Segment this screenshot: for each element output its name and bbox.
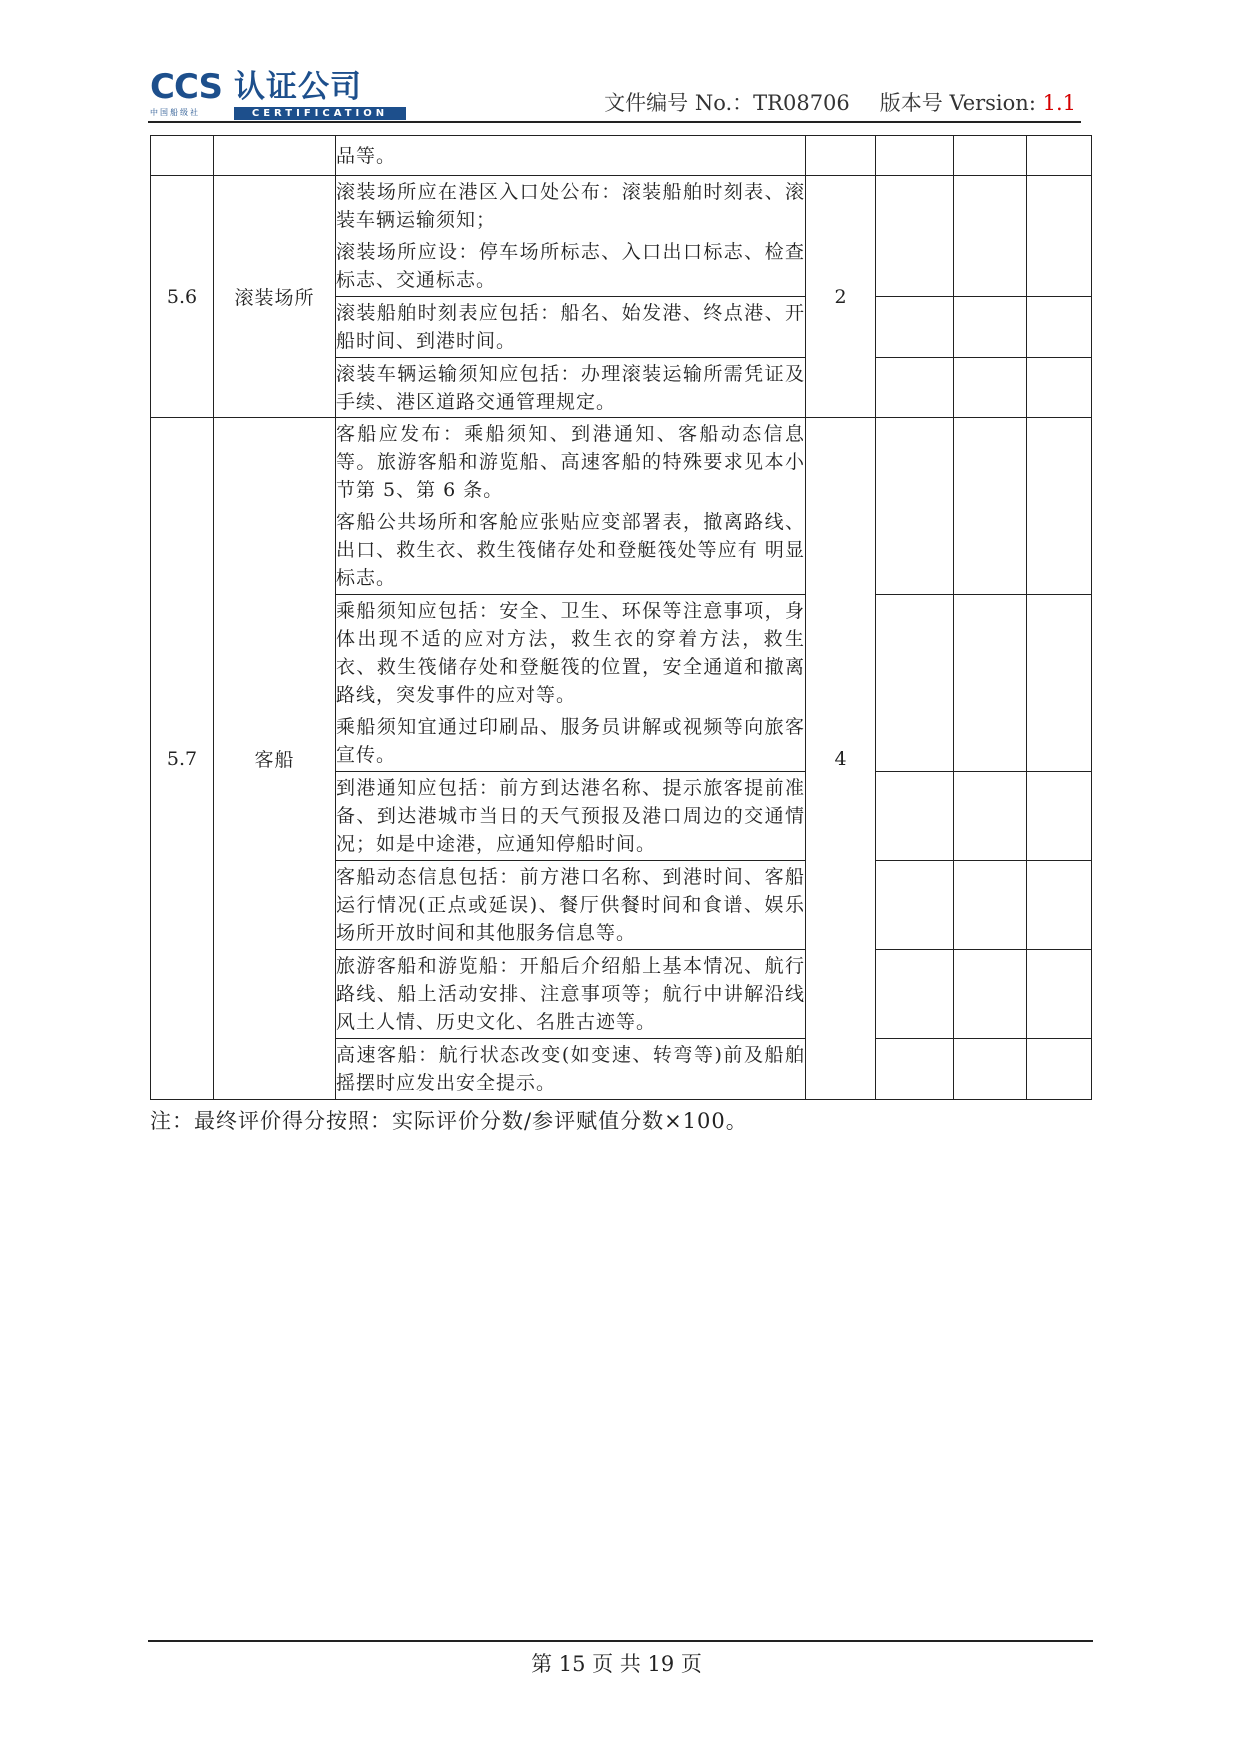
requirement-cell: 滚装船舶时刻表应包括：船名、始发港、终点港、开船时间、到港时间。 [336, 297, 806, 358]
weight-score: 4 [806, 418, 876, 1100]
requirement-cell: 乘船须知应包括：安全、卫生、环保等注意事项，身体出现不适的应对方法，救生衣的穿着方法，救生衣、救生筏储存处和登艇筏的位置，安全通道和撤离路线，突发事件的应对等。 乘船须知宜通过印刷品、服务员讲解或视频等向旅客宣传。 [336, 595, 806, 772]
score-cell [1027, 861, 1092, 950]
doc-number: TR08706 [753, 91, 850, 115]
score-cell [1027, 772, 1092, 861]
score-cell [876, 358, 954, 418]
score-cell [1027, 358, 1092, 418]
score-cell [876, 297, 954, 358]
score-cell [954, 297, 1027, 358]
requirement-cell: 高速客船：航行状态改变(如变速、转弯等)前及船舶摇摆时应发出安全提示。 [336, 1039, 806, 1100]
table-row [151, 418, 1092, 595]
score-cell [876, 950, 954, 1039]
footer-divider [148, 1640, 1093, 1642]
score-cell [876, 772, 954, 861]
requirement-cell: 到港通知应包括：前方到达港名称、提示旅客提前准备、到达港城市当日的天气预报及港口周边的交通情况；如是中途港，应通知停船时间。 [336, 772, 806, 861]
score-cell [1027, 595, 1092, 772]
score-cell [954, 176, 1027, 297]
header-divider [148, 121, 1081, 123]
score-cell [876, 1039, 954, 1100]
requirement-cell: 滚装车辆运输须知应包括：办理滚装运输所需凭证及手续、港区道路交通管理规定。 [336, 358, 806, 418]
score-cell [954, 950, 1027, 1039]
score-cell [876, 176, 954, 297]
clause-number: 5.7 [151, 418, 214, 1100]
score-cell [954, 772, 1027, 861]
table-row [151, 136, 1092, 176]
ccs-certification-logo [150, 68, 406, 120]
document-meta [604, 90, 1076, 116]
score-cell [876, 861, 954, 950]
requirement-cell: 滚装场所应在港区入口处公布：滚装船舶时刻表、滚装车辆运输须知； 滚装场所应设：停车场所标志、入口出口标志、检查标志、交通标志。 [336, 176, 806, 297]
score-cell [954, 1039, 1027, 1100]
clause-name: 滚装场所 [214, 176, 336, 418]
requirement-cell: 客船动态信息包括：前方港口名称、到港时间、客船运行情况(正点或延误)、餐厅供餐时间和食谱、娱乐场所开放时间和其他服务信息等。 [336, 861, 806, 950]
score-cell [1027, 297, 1092, 358]
score-cell [954, 861, 1027, 950]
logo-ccs-text: CCS [150, 67, 223, 107]
score-cell [1027, 418, 1092, 595]
logo-company-text: 认证公司 [234, 69, 362, 105]
score-cell [1027, 1039, 1092, 1100]
version-number: 1.1 [1042, 91, 1076, 115]
logo-certification-bar: CERTIFICATION [234, 107, 406, 120]
score-cell [876, 595, 954, 772]
score-cell [1027, 950, 1092, 1039]
score-cell [954, 358, 1027, 418]
page-number: 第 15 页 共 19 页 [531, 1652, 702, 1676]
score-cell [954, 418, 1027, 595]
score-cell [954, 595, 1027, 772]
scoring-note: 注：最终评价得分按照：实际评价分数/参评赋值分数×100。 [150, 1109, 748, 1133]
doc-number-label: 文件编号 No.： [604, 91, 754, 115]
requirement-cell: 品等。 [336, 136, 806, 176]
clause-number: 5.6 [151, 176, 214, 418]
logo-society-text: 中国船级社 [150, 108, 200, 117]
score-cell [1027, 176, 1092, 297]
evaluation-table [150, 135, 1092, 1100]
table-row [151, 176, 1092, 297]
version-label: 版本号 Version: [879, 91, 1036, 115]
clause-name: 客船 [214, 418, 336, 1100]
weight-score: 2 [806, 176, 876, 418]
requirement-cell: 旅游客船和游览船：开船后介绍船上基本情况、航行路线、船上活动安排、注意事项等；航行中讲解沿线风土人情、历史文化、名胜古迹等。 [336, 950, 806, 1039]
score-cell [876, 418, 954, 595]
requirement-cell: 客船应发布：乘船须知、到港通知、客船动态信息等。旅游客船和游览船、高速客船的特殊要求见本小节第 5、第 6 条。 客船公共场所和客舱应张贴应变部署表，撤离路线、出口、救生衣、救生筏储存处和登艇筏处等应有 明显标志。 [336, 418, 806, 595]
